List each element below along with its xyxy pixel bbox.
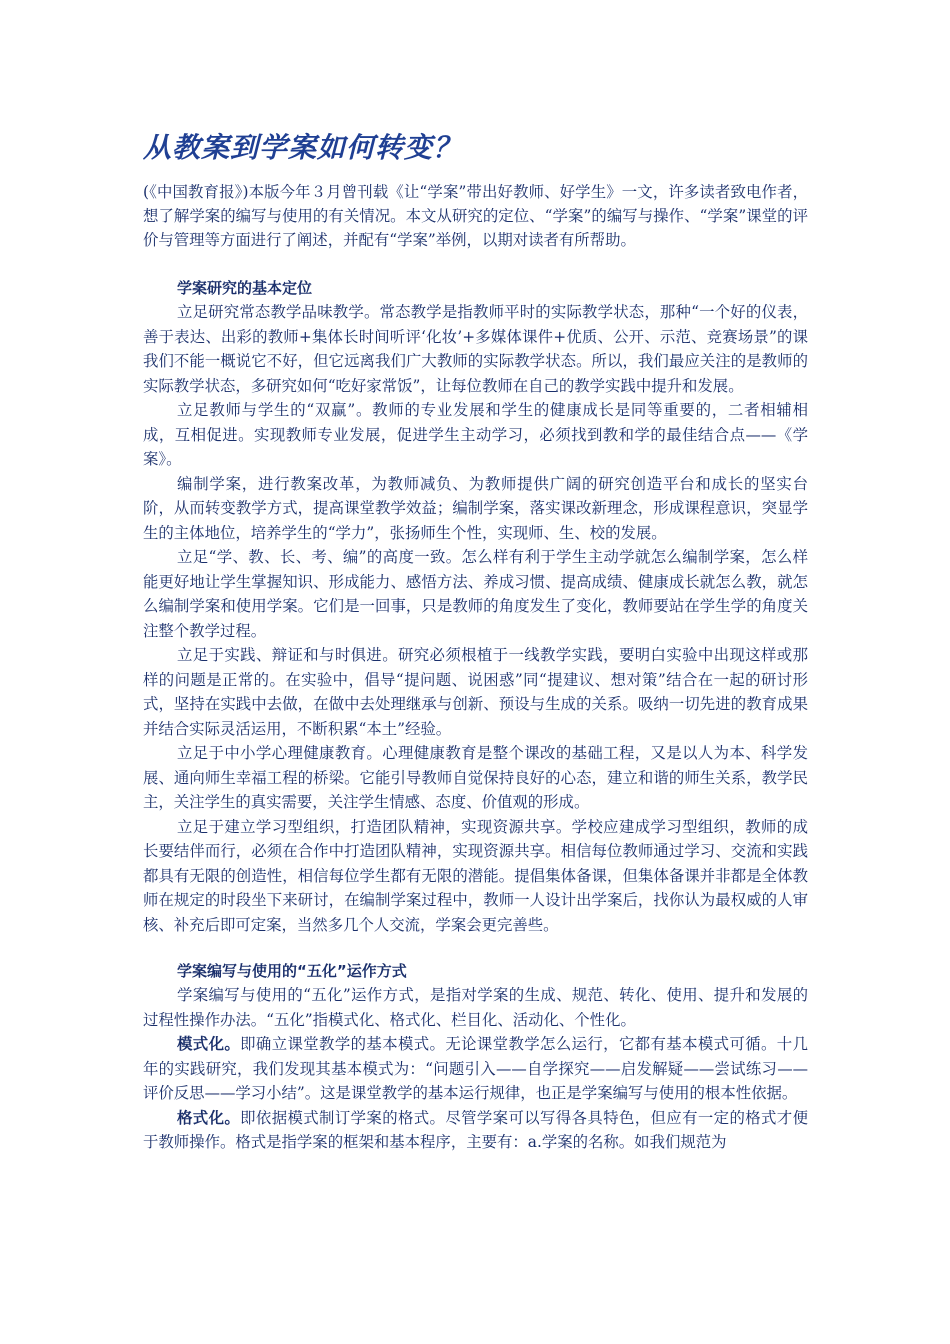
paragraph: 编制学案，进行教案改革，为教师减负、为教师提供广阔的研究创造平台和成长的坚实台阶，从而转变教学方式，提高课堂教学效益；编制学案，落实课改新理念，形成课程意识，突显学生的主体地位，培养学生的“学力”，张扬师生个性，实现师、生、校的发展。 [143,474,808,542]
paragraph-text: 即确立课堂教学的基本模式。无论课堂教学怎么运行，它都有基本模式可循。十几年的实践研究，我们发现其基本模式为：“问题引入——自学探究——启发解疑——尝试练习——评价反思——学习小结”。这是课堂教学的基本运行规律，也正是学案编写与使用的根本性依据。 [143,1035,808,1102]
paragraph-lead: 模式化。 [177,1035,241,1053]
paragraph: 立足于建立学习型组织，打造团队精神，实现资源共享。学校应建成学习型组织，教师的成长要结伴而行，必须在合作中打造团队精神，实现资源共享。相信每位教师通过学习、交流和实践都具有无限的创造性，相信每位学生都有无限的潜能。提倡集体备课，但集体备课并非都是全体教师在规定的时段坐下来研讨，在编制学案过程中，教师一人设计出学案后，找你认为最权威的人审核、补充后即可定案，当然多几个人交流，学案会更完善些。 [143,817,808,934]
article-intro: (《中国教育报》)本版今年３月曾刊载《让“学案”带出好教师、好学生》一文，许多读者致电作者，想了解学案的编写与使用的有关情况。本文从研究的定位、“学案”的编写与操作、“学案”课堂的评价与管理等方面进行了阐述，并配有“学案”举例，以期对读者有所帮助。 [143,183,808,249]
paragraph: 立足“学、教、长、考、编”的高度一致。怎么样有利于学生主动学就怎么编制学案，怎么样能更好地让学生掌握知识、形成能力、感悟方法、养成习惯、提高成绩、健康成长就怎么教，就怎么编制学案和使用学案。它们是一回事，只是教师的角度发生了变化，教师要站在学生学的角度关注整个教学过程。 [143,548,808,640]
article-body [143,128,808,1155]
section-five-methods [143,959,808,1155]
paragraph: 立足教师与学生的“双赢”。教师的专业发展和学生的健康成长是同等重要的，二者相辅相成，互相促进。实现教师专业发展，促进学生主动学习，必须找到教和学的最佳结合点——《学案》。 [143,401,808,468]
section-basic-positioning [143,276,808,937]
paragraph-modelization [143,1032,808,1106]
paragraph-lead: 格式化。 [177,1108,241,1127]
article-title: 从教案到学案如何转变？ [143,131,463,164]
paragraph-formatting [143,1106,808,1155]
paragraph-text: 即依据模式制订学案的格式。尽管学案可以写得各具特色，但应有一定的格式才便于教师操作。格式是指学案的框架和基本程序，主要有：a.学案的名称。如我们规范为 [143,1108,808,1151]
paragraph: 立足于实践、辩证和与时俱进。研究必须根植于一线教学实践，要明白实验中出现这样或那样的问题是正常的。在实验中，倡导“提问题、说困惑”同“提建议、想对策”结合在一起的研讨形式，坚持在实践中去做，在做中去处理继承与创新、预设与生成的关系。吸纳一切先进的教育成果并结合实际灵活运用，不断积累“本土”经验。 [143,646,808,738]
section-heading: 学案研究的基本定位 [177,279,313,297]
paragraph: 学案编写与使用的“五化”运作方式，是指对学案的生成、规范、转化、使用、提升和发展的过程性操作办法。“五化”指模式化、格式化、栏目化、活动化、个性化。 [143,986,808,1029]
paragraph: 立足研究常态教学品味教学。常态教学是指教师平时的实际教学状态，那种“一个好的仪表，善于表达、出彩的教师+集体长时间听评‘化妆’+多媒体课件+优质、公开、示范、竞赛场景”的课我们不能一概说它不好，但它远离我们广大教师的实际教学状态。所以，我们最应关注的是教师的实际教学状态，多研究如何“吃好家常饭”，让每位教师在自己的教学实践中提升和发展。 [143,303,808,395]
paragraph: 立足于中小学心理健康教育。心理健康教育是整个课改的基础工程，又是以人为本、科学发展、通向师生幸福工程的桥梁。它能引导教师自觉保持良好的心态，建立和谐的师生关系，教学民主，关注学生的真实需要，关注学生情感、态度、价值观的形成。 [143,744,808,811]
section-heading: 学案编写与使用的“五化”运作方式 [177,962,407,980]
